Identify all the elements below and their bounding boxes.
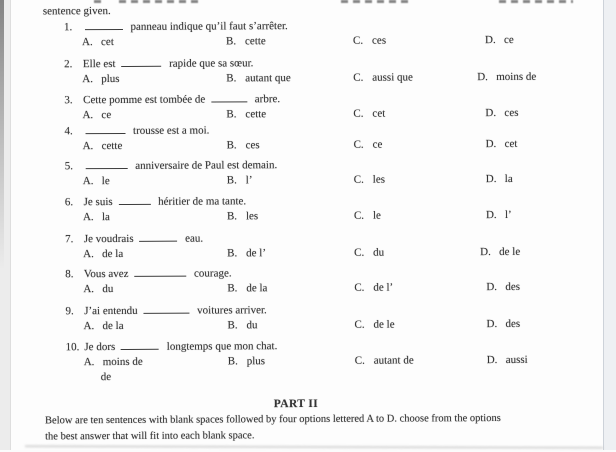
question-sentence xyxy=(13,265,601,281)
option-text: plus xyxy=(101,72,120,86)
option-b xyxy=(226,72,291,85)
option-text: l’ xyxy=(245,174,253,187)
option-letter: B. xyxy=(226,139,237,152)
option-text: plus xyxy=(246,355,266,368)
option-d xyxy=(480,246,520,259)
blank-line xyxy=(134,273,186,277)
option-d-wrapped-text: de xyxy=(100,371,112,384)
option-text: cette xyxy=(245,108,267,121)
question-number: 6. xyxy=(64,196,74,209)
option-d xyxy=(486,138,518,151)
option-c xyxy=(353,35,386,48)
option-text: cet xyxy=(504,137,518,150)
option-c xyxy=(353,108,385,121)
options-row xyxy=(13,245,601,261)
option-letter: A. xyxy=(82,211,94,224)
photo-right-edge xyxy=(603,0,616,450)
option-text: cet xyxy=(101,36,114,49)
option-text: de la xyxy=(246,282,268,295)
question-2 xyxy=(12,55,600,86)
option-d xyxy=(485,34,514,47)
option-letter: B. xyxy=(226,174,237,187)
option-text: de l’ xyxy=(373,281,394,294)
blank-line xyxy=(139,238,177,242)
option-letter: A. xyxy=(82,109,94,122)
option-letter: C. xyxy=(353,107,364,120)
option-text: de le xyxy=(499,245,521,258)
option-a xyxy=(83,211,110,224)
option-letter: A. xyxy=(82,140,94,153)
option-text: l’ xyxy=(504,208,512,221)
option-c xyxy=(354,319,394,332)
option-letter: D. xyxy=(485,107,497,120)
option-text: ces xyxy=(245,139,260,152)
option-letter: B. xyxy=(227,282,238,295)
blank-line xyxy=(85,165,127,169)
question-number: 5. xyxy=(64,160,73,173)
question-text: J’ai entendu xyxy=(84,304,138,318)
question-sentence xyxy=(12,91,600,107)
option-letter: A. xyxy=(83,248,94,261)
option-text: le xyxy=(101,175,110,188)
question-text: longtemps que mon chat. xyxy=(166,340,278,353)
option-c xyxy=(355,354,414,367)
option-letter: D. xyxy=(486,318,498,331)
option-letter: B. xyxy=(226,108,237,121)
question-sentence xyxy=(12,18,600,34)
question-10 xyxy=(14,338,602,384)
question-number: 8. xyxy=(65,268,74,281)
option-letter: D. xyxy=(485,34,496,47)
question-number: 3. xyxy=(64,94,73,107)
option-letter: D. xyxy=(486,354,498,367)
option-letter: C. xyxy=(353,209,365,222)
option-letter: C. xyxy=(354,246,365,259)
question-text: Cette pomme est tombée de xyxy=(83,93,206,107)
option-text: moins de xyxy=(496,70,537,84)
option-b xyxy=(227,139,260,152)
option-text: la xyxy=(504,172,513,185)
option-letter: D. xyxy=(480,246,491,259)
question-1 xyxy=(12,18,600,49)
option-d xyxy=(486,281,520,294)
blank-line xyxy=(121,63,161,67)
option-text: aussi que xyxy=(372,71,413,84)
question-text: panneau indique qu’il faut s’arrêter. xyxy=(130,20,288,33)
question-number: 4. xyxy=(64,125,73,138)
option-text: ce xyxy=(101,109,112,122)
option-text: du xyxy=(246,319,258,332)
option-d xyxy=(486,173,513,186)
option-text: ce xyxy=(504,33,514,46)
option-text: les xyxy=(245,210,259,223)
question-number: 7. xyxy=(65,233,74,246)
question-number: 2. xyxy=(64,58,73,71)
option-text: le xyxy=(372,209,381,222)
option-letter: B. xyxy=(226,210,238,223)
blank-line xyxy=(85,26,123,30)
question-text: Je dors xyxy=(84,341,116,354)
options-row xyxy=(12,106,600,122)
option-letter: B. xyxy=(226,72,237,85)
question-sentence xyxy=(14,338,602,354)
option-text: de le xyxy=(373,318,395,331)
option-letter: D. xyxy=(486,281,498,294)
option-text: ce xyxy=(372,138,383,151)
blank-line xyxy=(85,130,125,134)
option-letter: A. xyxy=(83,356,95,369)
part2-instructions: Below are ten sentences with blank spaces followed by four options lettered A to D. choose from the options the best answer that will fit into each blank space. xyxy=(44,412,501,443)
option-text: autant de xyxy=(373,354,414,367)
question-number: 9. xyxy=(65,305,74,318)
option-letter: C. xyxy=(353,34,364,47)
document-page xyxy=(11,0,603,450)
photo-left-shadow xyxy=(0,0,4,270)
option-b xyxy=(227,247,266,260)
option-letter: D. xyxy=(485,209,497,222)
question-text: voitures arriver. xyxy=(197,304,267,317)
option-c xyxy=(354,174,385,187)
question-text: rapide que sa sœur. xyxy=(169,57,254,70)
question-sentence xyxy=(12,122,600,138)
option-d xyxy=(486,318,520,331)
option-text: les xyxy=(372,173,386,186)
option-a xyxy=(83,283,113,296)
part2-title: PART II xyxy=(273,397,319,411)
option-c xyxy=(353,71,413,84)
option-text: cet xyxy=(372,107,386,120)
page-content xyxy=(12,0,604,452)
question-4 xyxy=(12,122,600,153)
option-a xyxy=(83,140,123,153)
option-a xyxy=(83,320,123,333)
question-number: 10. xyxy=(65,341,80,354)
option-text: de la xyxy=(102,247,124,261)
option-text: du xyxy=(102,283,114,296)
option-d xyxy=(487,354,528,367)
option-text: des xyxy=(505,280,521,293)
question-text: héritier de ma tante. xyxy=(158,195,247,208)
instructions-fragment: sentence given. xyxy=(42,5,111,18)
options-row xyxy=(13,172,601,188)
question-sentence xyxy=(13,193,601,209)
question-text: arbre. xyxy=(254,93,281,106)
option-text: aussi xyxy=(505,353,528,366)
option-letter: D. xyxy=(477,71,488,84)
question-5 xyxy=(13,157,601,188)
options-row xyxy=(14,353,602,369)
question-7 xyxy=(13,230,601,261)
option-a xyxy=(84,356,143,369)
option-letter: C. xyxy=(354,281,365,294)
option-letter: B. xyxy=(227,319,238,332)
option-letter: A. xyxy=(83,320,95,333)
options-row xyxy=(12,70,600,86)
option-d xyxy=(477,71,536,84)
option-b xyxy=(227,174,253,187)
option-b xyxy=(228,355,265,368)
option-b xyxy=(227,210,258,223)
option-b xyxy=(226,35,266,48)
question-text: courage. xyxy=(194,267,232,280)
option-text: de l’ xyxy=(246,247,267,260)
option-text: de la xyxy=(102,319,124,333)
option-text: cette xyxy=(101,139,123,153)
blank-line xyxy=(143,310,189,314)
option-a xyxy=(83,248,123,261)
option-a xyxy=(82,73,119,86)
options-row xyxy=(12,33,600,49)
option-text: autant que xyxy=(245,72,291,85)
option-c xyxy=(354,139,383,152)
option-c xyxy=(354,282,393,295)
option-c xyxy=(354,210,381,223)
option-letter: A. xyxy=(82,36,93,49)
question-sentence xyxy=(13,302,601,318)
option-letter: C. xyxy=(354,354,365,367)
option-text: du xyxy=(373,246,385,259)
question-text: eau. xyxy=(185,232,204,245)
option-letter: B. xyxy=(227,355,238,368)
question-text: Elle est xyxy=(82,58,116,71)
options-row xyxy=(13,317,601,333)
option-letter: A. xyxy=(82,175,94,188)
option-text: moins de xyxy=(102,355,143,369)
options-row xyxy=(13,280,601,296)
question-sentence xyxy=(13,157,601,173)
question-sentence xyxy=(13,230,601,246)
option-text: ces xyxy=(504,106,519,119)
option-a xyxy=(82,109,111,122)
option-letter: D. xyxy=(485,173,497,186)
option-b xyxy=(226,108,266,121)
question-text: Je suis xyxy=(83,196,113,209)
question-3 xyxy=(12,91,600,122)
options-row xyxy=(13,208,601,224)
option-a xyxy=(82,36,114,49)
option-letter: C. xyxy=(353,138,364,151)
question-text: Vous avez xyxy=(83,267,129,281)
option-letter: B. xyxy=(227,247,238,260)
option-letter: A. xyxy=(83,283,95,296)
option-text: ces xyxy=(372,34,387,47)
option-letter: A. xyxy=(82,73,93,86)
option-d xyxy=(485,107,518,120)
option-b xyxy=(227,282,267,295)
option-a xyxy=(83,175,110,188)
blank-line xyxy=(121,346,159,350)
option-text: la xyxy=(101,211,110,224)
options-row xyxy=(13,137,601,153)
option-letter: C. xyxy=(353,173,364,186)
question-8 xyxy=(13,265,601,296)
option-b xyxy=(227,319,257,332)
option-letter: B. xyxy=(226,35,237,48)
option-text: cette xyxy=(245,35,266,48)
blank-line xyxy=(211,98,247,102)
option-d xyxy=(486,209,512,222)
option-letter: D. xyxy=(485,138,497,151)
question-9 xyxy=(13,302,601,333)
question-text: anniversaire de Paul est demain. xyxy=(135,159,278,172)
option-letter: C. xyxy=(354,318,365,331)
blank-line xyxy=(118,201,150,205)
option-text: des xyxy=(505,317,521,330)
option-letter: C. xyxy=(353,71,364,84)
question-number: 1. xyxy=(63,21,73,34)
question-6 xyxy=(13,193,601,224)
option-c xyxy=(354,247,384,260)
question-sentence xyxy=(12,55,600,71)
question-text: Je voudrais xyxy=(83,232,134,246)
question-text: trousse est a moi. xyxy=(132,124,210,137)
